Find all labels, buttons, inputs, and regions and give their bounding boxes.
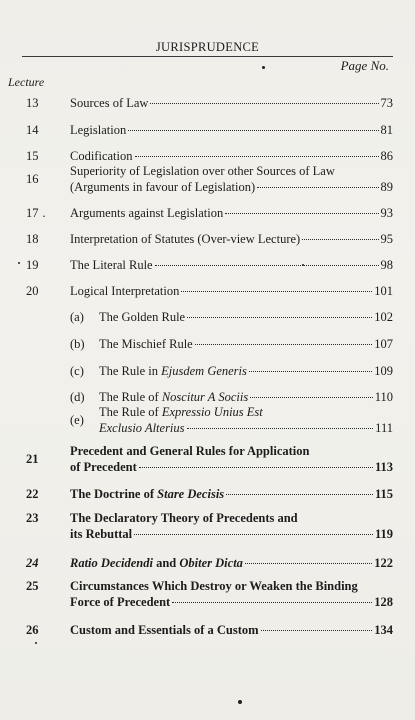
lecture-number: 22 — [26, 487, 39, 501]
entry-title: The Mischief Rule — [99, 337, 193, 351]
page-number: 102 — [374, 310, 393, 324]
lecture-number: 23 — [26, 511, 39, 525]
entry-title-line-2: its Rebuttal — [70, 527, 133, 541]
dot-leader — [250, 397, 373, 398]
dot-leader — [172, 602, 372, 603]
entry-title-line-2: of Precedent — [70, 460, 137, 474]
entry-title: The Rule of Noscitur A Sociis — [99, 390, 249, 404]
entry-title: Logical Interpretation — [70, 284, 180, 298]
page-number: 89 — [380, 180, 393, 194]
dot-leader — [128, 130, 378, 131]
dot-leader — [195, 344, 373, 345]
print-speck — [238, 700, 242, 704]
page-number: 98 — [380, 258, 393, 272]
dot-leader — [134, 534, 373, 535]
page-number: 81 — [380, 123, 393, 137]
page-no-column-heading: Page No. — [340, 58, 389, 73]
page-number: 128 — [374, 595, 393, 609]
lecture-number: 17 . — [26, 206, 46, 220]
page-number: 93 — [380, 206, 393, 220]
lecture-number: 19 — [26, 258, 39, 272]
lecture-number: 21 — [26, 452, 39, 466]
subentry-letter: (b) — [70, 337, 85, 351]
lecture-number: 26 — [26, 623, 39, 637]
dot-leader — [181, 291, 372, 292]
page-number: 101 — [374, 284, 393, 298]
entry-title: Codification — [70, 149, 133, 163]
page-number: 115 — [374, 487, 393, 501]
entry-title: The Doctrine of Stare Decisis — [70, 487, 225, 501]
running-title: JURISPRUDENCE — [155, 40, 260, 54]
entry-title: Interpretation of Statutes (Over-view Lecture) — [70, 232, 301, 246]
entry-title: Custom and Essentials of a Custom — [70, 623, 259, 637]
entry-title: Legislation — [70, 123, 127, 137]
subentry-letter: (e) — [70, 413, 84, 427]
page-number: 95 — [380, 232, 393, 246]
entry-title-line-2: Exclusio Alterius — [99, 421, 185, 435]
entry-title-line-1: Precedent and General Rules for Application — [70, 444, 310, 458]
entry-title-line-2: Force of Precedent — [70, 595, 171, 609]
dot-leader — [249, 371, 372, 372]
lecture-number: 20 — [26, 284, 39, 298]
page-number: 111 — [375, 421, 393, 435]
page-number: 110 — [374, 390, 393, 404]
dot-leader — [261, 630, 373, 631]
entry-title: The Literal Rule — [70, 258, 153, 272]
lecture-number: 15 — [26, 149, 39, 163]
dot-leader — [302, 239, 378, 240]
lecture-number: 25 — [26, 579, 39, 593]
entry-title-line-1: Circumstances Which Destroy or Weaken the Binding — [70, 579, 358, 593]
print-speck — [302, 264, 304, 266]
entry-title: Sources of Law — [70, 96, 149, 110]
print-speck — [18, 262, 20, 264]
page-number: 86 — [380, 149, 393, 163]
page-number: 107 — [374, 337, 393, 351]
entry-title: Arguments against Legislation — [70, 206, 224, 220]
entry-title: The Golden Rule — [99, 310, 186, 324]
entry-title: Ratio Decidendi and Obiter Dicta — [70, 556, 243, 570]
dot-leader — [187, 428, 374, 429]
subentry-letter: (a) — [70, 310, 84, 324]
page-number: 109 — [374, 364, 393, 378]
dot-leader — [139, 467, 373, 468]
dot-leader — [150, 103, 378, 104]
lecture-number: 13 — [26, 96, 39, 110]
page-number: 119 — [374, 527, 393, 541]
entry-title-line-2: (Arguments in favour of Legislation) — [70, 180, 256, 194]
subentry-letter: (d) — [70, 390, 85, 404]
dot-leader — [135, 156, 379, 157]
dot-leader — [245, 563, 372, 564]
page-number: 122 — [374, 556, 393, 570]
page-number: 113 — [374, 460, 393, 474]
entry-title: The Rule in Ejusdem Generis — [99, 364, 247, 378]
dot-leader — [225, 213, 378, 214]
dot-leader — [187, 317, 372, 318]
entry-title-line-1: Superiority of Legislation over other Sources of Law — [70, 164, 335, 178]
dot-leader — [226, 494, 373, 495]
entry-title-line-1: The Rule of Expressio Unius Est — [99, 405, 263, 419]
subentry-letter: (c) — [70, 364, 84, 378]
print-speck — [35, 642, 37, 644]
entry-title-line-1: The Declaratory Theory of Precedents and — [70, 511, 298, 525]
dot-leader — [155, 265, 379, 266]
lecture-column-heading: Lecture — [8, 75, 45, 89]
lecture-number: 24 — [26, 556, 39, 570]
page-number: 73 — [380, 96, 393, 110]
dot-leader — [257, 187, 378, 188]
page-number: 134 — [374, 623, 393, 637]
lecture-number: 16 — [26, 172, 39, 186]
header-rule — [22, 56, 393, 57]
print-speck — [262, 66, 265, 69]
lecture-number: 14 — [26, 123, 39, 137]
lecture-number: 18 — [26, 232, 39, 246]
